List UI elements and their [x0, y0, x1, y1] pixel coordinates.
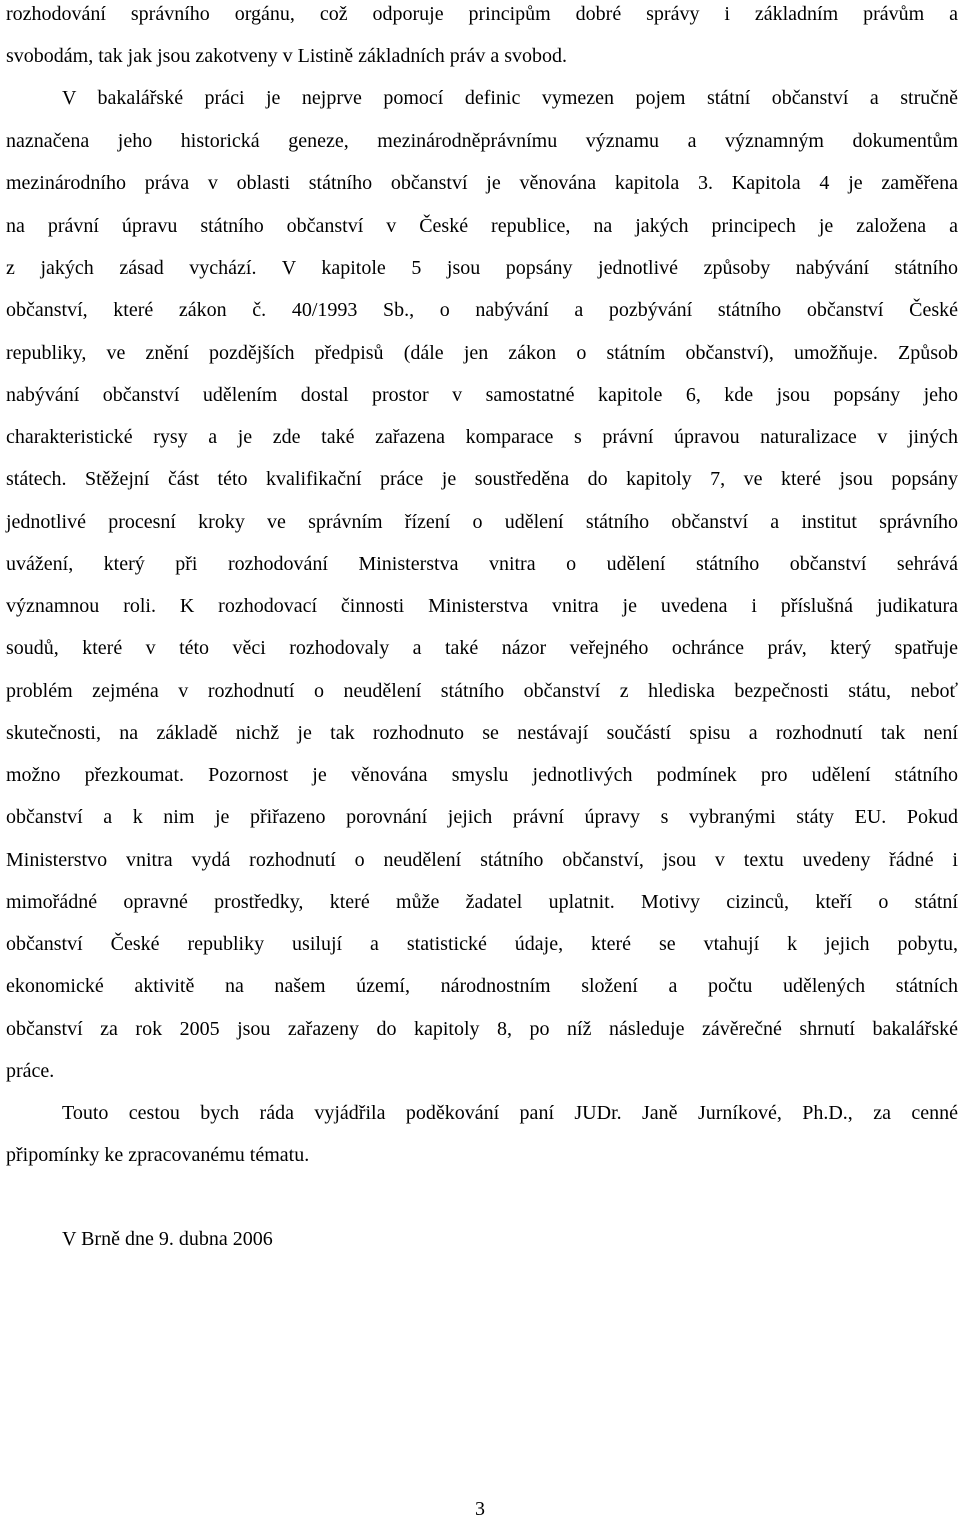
- paragraph-line: svobodám, tak jak jsou zakotveny v Listině základních práv a svobod.: [6, 45, 567, 67]
- paragraph-line: práce.: [6, 1060, 55, 1082]
- paragraph-line: ekonomické aktivitě na našem území, národnostním složení a počtu udělených státních: [6, 975, 958, 997]
- paragraph-line: mimořádné opravné prostředky, které může žadatel uplatnit. Motivy cizinců, kteří o státní: [6, 891, 958, 913]
- paragraph-line: občanství, které zákon č. 40/1993 Sb., o nabývání a pozbývání státního občanství České: [6, 299, 958, 321]
- paragraph-line: uvážení, který při rozhodování Ministerstva vnitra o udělení státního občanství sehrává: [6, 553, 958, 575]
- paragraph-line: rozhodování správního orgánu, což odporuje principům dobré správy i základním právům a: [6, 3, 958, 25]
- paragraph-line: Touto cestou bych ráda vyjádřila poděkování paní JUDr. Janě Jurníkové, Ph.D., za cenné: [62, 1102, 958, 1124]
- paragraph-line: připomínky ke zpracovanému tématu.: [6, 1144, 310, 1166]
- paragraph-line: možno přezkoumat. Pozornost je věnována smyslu jednotlivých podmínek pro udělení státního: [6, 764, 958, 786]
- paragraph-line: Ministerstvo vnitra vydá rozhodnutí o neudělení státního občanství, jsou v textu uvedeny řádné i: [6, 849, 958, 871]
- paragraph-line: republiky, ve znění pozdějších předpisů (dále jen zákon o státním občanství), umožňuje. Způsob: [6, 342, 958, 364]
- paragraph-line: soudů, které v této věci rozhodovaly a také názor veřejného ochránce práv, který spatřuje: [6, 637, 958, 659]
- paragraph-line: problém zejména v rozhodnutí o neudělení státního občanství z hlediska bezpečnosti státu, neboť: [6, 680, 958, 702]
- paragraph-line: občanství České republiky usilují a statistické údaje, které se vtahují k jejich pobytu,: [6, 933, 958, 955]
- paragraph-line: jednotlivé procesní kroky ve správním řízení o udělení státního občanství a institut správního: [6, 511, 958, 533]
- paragraph-line: skutečnosti, na základě nichž je tak rozhodnuto se nestávají součástí spisu a rozhodnutí tak není: [6, 722, 958, 744]
- place-date: V Brně dne 9. dubna 2006: [62, 1228, 273, 1250]
- paragraph-line: nabývání občanství udělením dostal prostor v samostatné kapitole 6, kde jsou popsány jeho: [6, 384, 958, 406]
- paragraph-line: občanství a k nim je přiřazeno porovnání jejich právní úpravy s vybranými státy EU. Pokud: [6, 806, 958, 828]
- paragraph-line: mezinárodního práva v oblasti státního občanství je věnována kapitola 3. Kapitola 4 je zaměřena: [6, 172, 958, 194]
- paragraph-line: státech. Stěžejní část této kvalifikační práce je soustředěna do kapitoly 7, ve které jsou popsány: [6, 468, 958, 490]
- paragraph-line: naznačena jeho historická geneze, mezinárodněprávnímu významu a významným dokumentům: [6, 130, 958, 152]
- page-number: 3: [475, 1498, 485, 1520]
- paragraph-line: z jakých zásad vychází. V kapitole 5 jsou popsány jednotlivé způsoby nabývání státního: [6, 257, 958, 279]
- paragraph-line: charakteristické rysy a je zde také zařazena komparace s právní úpravou naturalizace v jiných: [6, 426, 958, 448]
- paragraph-line: V bakalářské práci je nejprve pomocí definic vymezen pojem státní občanství a stručně: [62, 87, 958, 109]
- paragraph-line: občanství za rok 2005 jsou zařazeny do kapitoly 8, po níž následuje závěrečné shrnutí bakalářské: [6, 1018, 958, 1040]
- paragraph-line: významnou roli. K rozhodovací činnosti Ministerstva vnitra je uvedena i příslušná judikatura: [6, 595, 958, 617]
- paragraph-line: na právní úpravu státního občanství v České republice, na jakých principech je založena a: [6, 215, 958, 237]
